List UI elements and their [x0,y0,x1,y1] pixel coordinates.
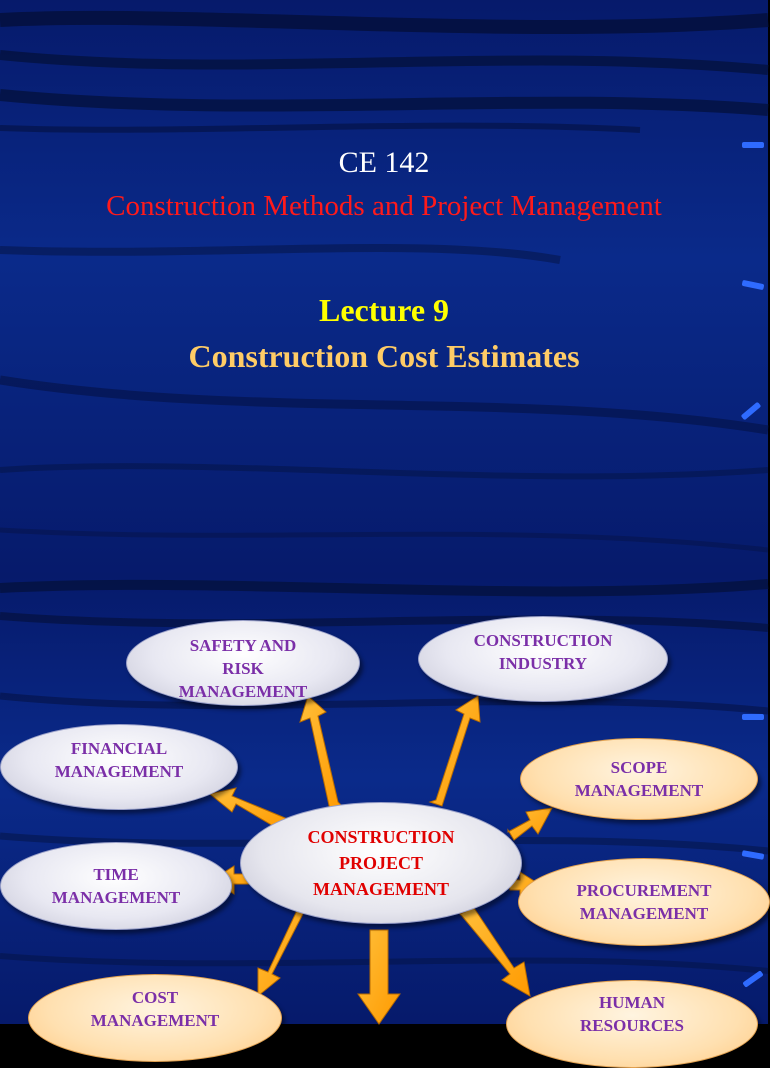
arrow-to-human [460,908,530,996]
node-time-management: TIME MANAGEMENT [0,842,232,930]
arrow-to-safety [300,696,342,810]
node-procurement-management: PROCUREMENT MANAGEMENT [518,858,770,946]
diagram-slide [0,576,768,1035]
node-human-resources: HUMAN RESOURCES [506,980,758,1068]
arrow-to-cost [258,904,312,996]
arrow-to-industry [430,696,480,806]
course-name: Construction Methods and Project Management [106,190,662,222]
node-cost-management: COST MANAGEMENT [28,974,282,1062]
course-code: CE 142 [338,146,430,179]
node-construction-project-management: CONSTRUCTION PROJECT MANAGEMENT [240,802,522,924]
arrow-down [358,930,400,1024]
arrow-to-scope [508,808,552,840]
node-construction-industry: CONSTRUCTION INDUSTRY [418,616,668,702]
node-financial-management: FINANCIAL MANAGEMENT [0,724,238,810]
node-scope-management: SCOPE MANAGEMENT [520,738,758,820]
lecture-title: Construction Cost Estimates [188,338,580,374]
lecture-number: Lecture 9 [318,292,450,328]
node-safety-risk-management: SAFETY AND RISK MANAGEMENT [126,620,360,706]
